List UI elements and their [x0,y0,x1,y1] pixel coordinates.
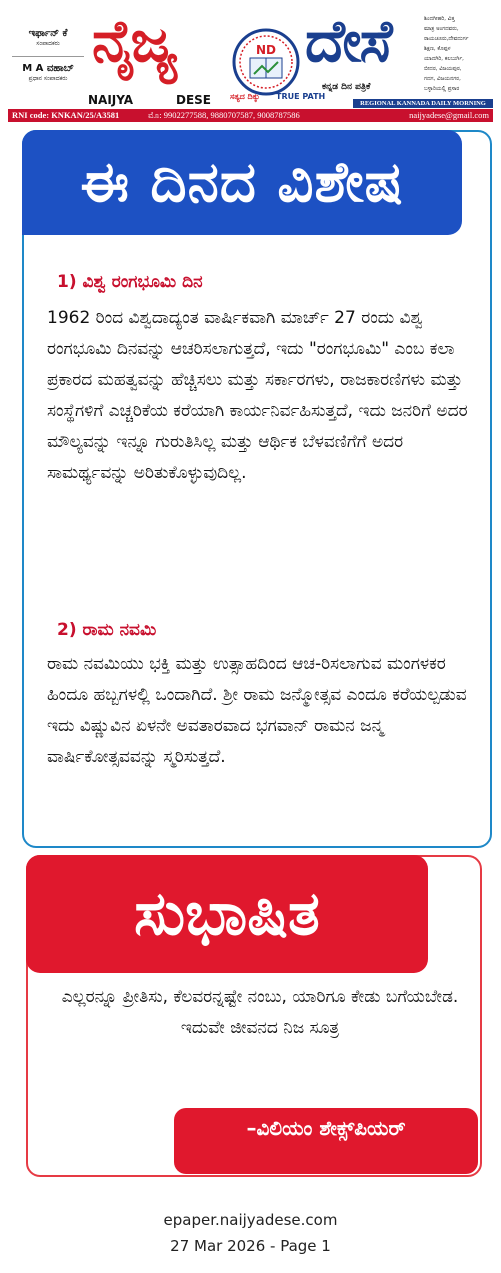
coverage-item: ಬಳ್ಳಾರಿಯಲ್ಲಿ ಪ್ರಸಾರ [424,86,460,92]
rni-code: RNI code: KNKAN/25/A3581 [12,110,120,120]
emblem-icon [232,28,300,96]
coverage-item: ಶಿಂದಗೀಹರಿ, ವಿತ್ತ [424,16,455,22]
tagline-kannada: ಸತ್ಯದ ದಿಕ್ಕು [230,92,260,101]
coverage-item: ಬೀದರ, ವಿಜಯಪುರ, [424,66,462,72]
emblem-text: ND [255,43,277,57]
divider [12,56,84,57]
chief-editor-name: M A ವಹಾಬ್ [22,63,74,74]
editor-role: ಸಂಪಾದಕರು [36,40,60,47]
editor-block [8,28,88,83]
logo-roman-dese: DESE [176,93,211,107]
coverage-item: ಶಿಕ್ಷಣ, ಕೊಪ್ಪಳ [424,46,451,52]
email-address: naijyadese@gmail.com [409,110,489,120]
kannada-daily-label: ಕನ್ನಡ ದಿನ ಪತ್ರಿಕೆ [322,82,371,92]
special-heading: ಈ ದಿನದ ವಿಶೇಷ [22,130,462,235]
item2-title: 2) ರಾಮ ನವಮಿ [57,620,157,640]
tagline-english: TRUE PATH [276,92,326,101]
coverage-list [424,14,500,94]
coverage-item: ಯಾದಗಿರಿ, ಕಲಬುರ್ಗಿ, [424,56,464,62]
info-bar [8,109,493,122]
editor-name: ಇರ್ಫಾನ್ ಕೆ [28,28,68,39]
item1-title: 1) ವಿಶ್ವ ರಂಗಭೂಮಿ ದಿನ [57,272,203,292]
coverage-item: ಗದಗ, ವಿಜಯನಗರ, [424,76,461,82]
masthead [0,0,501,110]
phone-numbers: ಮೊ: 9902277588, 9880707587, 9008787586 [148,110,300,120]
subhashita-quote: ಎಲ್ಲರನ್ನೂ ಪ್ರೀತಿಸು, ಕೆಲವರನ್ನಷ್ಟೇ ನಂಬು, ಯಾರಿಗೂ ಕೇಡು ಬಗೆಯಬೇಡ. ಇದುವೇ ಜೀವನದ ನಿಜ ಸೂತ್ರ [61,987,459,1038]
coverage-item: ರಾಯಚೂರು,ದೇವದುರ್ಗ [424,36,469,42]
item2-body: ರಾಮ ನವಮಿಯು ಭಕ್ತಿ ಮತ್ತು ಉತ್ಸಾಹದಿಂದ ಆಚ-ರಿಸಲಾಗುವ ಮಂಗಳಕರ ಹಿಂದೂ ಹಬ್ಬಗಳಲ್ಲಿ ಒಂದಾಗಿದೆ. ಶ್ರೀ ರಾಮ ಜನ್ಮೋತ್ಸವ ಎಂದೂ ಕರೆಯಲ್ಪಡುವ ಇದು ವಿಷ್ಣುವಿನ ಏಳನೇ ಅವತಾರವಾದ ಭಗವಾನ್ ರಾಮನ ಜನ್ಮ ವಾರ್ಷಿಕೋತ್ಸವವನ್ನು ಸ್ಮರಿಸುತ್ತದೆ. [47,654,467,767]
item1-body: 1962 ರಿಂದ ವಿಶ್ವದಾದ್ಯಂತ ವಾರ್ಷಿಕವಾಗಿ ಮಾರ್ಚ್ 27 ರಂದು ವಿಶ್ವ ರಂಗಭೂಮಿ ದಿನವನ್ನು ಆಚರಿಸಲಾಗುತ್ತದೆ, ಇದು "ರಂಗಭೂಮಿ" ಎಂಬ ಕಲಾ ಪ್ರಕಾರದ ಮಹತ್ವವನ್ನು ಹೆಚ್ಚಿಸಲು ಮತ್ತು ಸರ್ಕಾರಗಳು, ರಾಜಕಾರಣಿಗಳು ಮತ್ತು ಸಂಸ್ಥೆಗಳಿಗೆ ಎಚ್ಚರಿಕೆಯ ಕರೆಯಾಗಿ ಕಾರ್ಯನಿರ್ವಹಿಸುತ್ತದೆ, ಇದು ಜನರಿಗೆ ಅದರ ಮೌಲ್ಯವನ್ನು ಇನ್ನೂ ಗುರುತಿಸಿಲ್ಲ ಮತ್ತು ಆರ್ಥಿಕ ಬೆಳವಣಿಗೆಗೆ ಅದರ ಸಾಮರ್ಥ್ಯವನ್ನು ಅರಿತುಕೊಳ್ಳುವುದಿಲ್ಲ. [47,308,468,483]
chief-editor-role: ಪ್ರಧಾನ ಸಂಪಾದಕರು [28,75,68,82]
logo-roman-naijya: NAIJYA [88,93,134,107]
quote-author: –ವಿಲಿಯಂ ಶೇಕ್ಸ್‌ಪಿಯರ್ [174,1108,478,1174]
footer-site: epaper.naijyadese.com [163,1211,338,1229]
logo-naijya: ನೈಜ್ಯ [92,7,176,75]
regional-banner: REGIONAL KANNADA DAILY MORNING [353,99,493,108]
logo-dese: ದೇಸೆ [305,7,391,75]
coverage-item: ಮಾತ್ರ ಅಂಗದವರು, [424,26,459,32]
footer-date-page: 27 Mar 2026 - Page 1 [170,1237,331,1255]
subhashita-heading: ಸುಭಾಷಿತ [26,855,428,973]
